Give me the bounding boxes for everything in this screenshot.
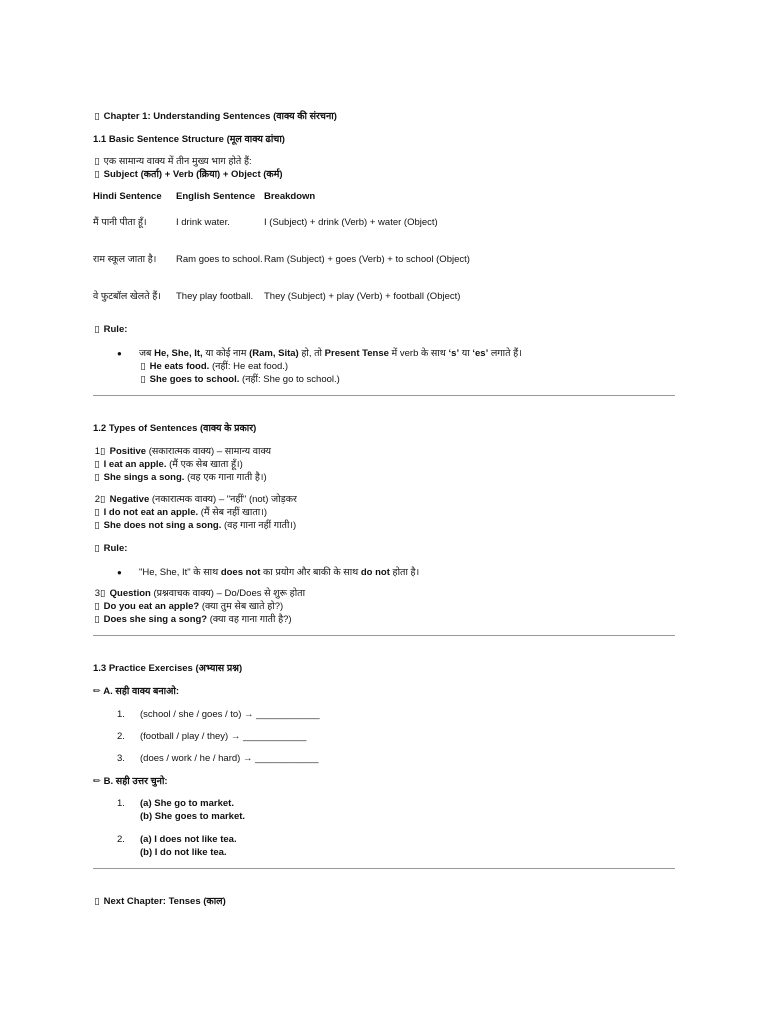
divider (93, 395, 675, 396)
cell-hindi: मैं पानी पीता हूँ। (93, 217, 147, 228)
rule-example: ▯ He eats food. (नहीं: He eat food.) (140, 361, 289, 372)
cell-english: They play football. (176, 291, 254, 302)
arrow-right-icon: ▯ (94, 472, 100, 483)
header-hindi: Hindi Sentence (93, 191, 162, 202)
section-1-3-title: 1.3 Practice Exercises (अभ्यास प्रश्न) (93, 663, 243, 674)
pin-icon: ▯ (94, 156, 100, 167)
choice-b: (b) I do not like tea. (140, 847, 227, 858)
divider (93, 868, 675, 869)
check-icon: ▯ (140, 361, 146, 372)
positive-example: ▯ I eat an apple. (मैं एक सेब खाता हूँ।) (94, 459, 243, 470)
formula-subject: Subject (कर्ता) (103, 169, 163, 180)
check-icon: ▯ (94, 169, 100, 180)
choice-a: (a) She go to market. (140, 798, 234, 809)
part-a-label: ✏ A. सही वाक्य बनाओ: (93, 686, 180, 697)
sentence-formula: ▯ Subject (कर्ता) + Verb (क्रिया) + Object (कर्म) (94, 169, 283, 180)
negative-heading: 2▯ Negative (नकारात्मक वाक्य) – "नहीं" (not) जोड़कर (94, 494, 297, 505)
cell-breakdown: I (Subject) + drink (Verb) + water (Object) (264, 217, 438, 228)
check-icon: ▯ (140, 374, 146, 385)
book-icon: ▯ (94, 111, 100, 122)
section-1-2-title: 1.2 Types of Sentences (वाक्य के प्रकार) (93, 423, 257, 434)
arrow-right-icon: ▯ (94, 520, 100, 531)
divider (93, 635, 675, 636)
pencil-icon: ✏ (93, 686, 101, 697)
cell-breakdown: Ram (Subject) + goes (Verb) + to school (Object) (264, 254, 470, 265)
number-two-icon: 2▯ (94, 494, 106, 505)
formula-object: Object (कर्म) (231, 169, 283, 180)
rule-label: ▯ Rule: (94, 324, 128, 335)
positive-example: ▯ She sings a song. (वह एक गाना गाती है।) (94, 472, 267, 483)
question-example: ▯ Do you eat an apple? (क्या तुम सेब खाते हो?) (94, 601, 284, 612)
number-three-icon: 3▯ (94, 588, 106, 599)
choice-b: (b) She goes to market. (140, 811, 246, 822)
table-row (93, 278, 564, 315)
bullet-dot: ● (117, 568, 122, 577)
exercise-item: (football / play / they) → ____________ (140, 731, 307, 742)
exercise-item: (school / she / goes / to) → ____________ (140, 709, 320, 720)
rule-text: जब He, She, It, या कोई नाम (Ram, Sita) हो, तो Present Tense में verb के साथ ‘s’ या ‘es’ लगाते हैं। (139, 348, 522, 359)
arrow-right-icon: ▯ (94, 896, 100, 907)
positive-heading: 1▯ Positive (सकारात्मक वाक्य) – सामान्य वाक्य (94, 446, 272, 457)
chapter-title: ▯ Chapter 1: Understanding Sentences (वाक्य की संरचना) (94, 111, 337, 122)
question-heading: 3▯ Question (प्रश्नवाचक वाक्य) – Do/Does से शुरू होता (94, 588, 306, 599)
table-header-row (93, 190, 564, 204)
list-number: 2. (117, 731, 125, 742)
cell-english: Ram goes to school. (176, 254, 263, 265)
cell-hindi: वे फुटबॉल खेलते हैं। (93, 291, 161, 302)
part-b-label: ✏ B. सही उत्तर चुनो: (93, 776, 168, 787)
cell-breakdown: They (Subject) + play (Verb) + football (Object) (264, 291, 461, 302)
negative-example: ▯ I do not eat an apple. (मैं सेब नहीं खाता।) (94, 507, 268, 518)
arrow-right-icon: ▯ (94, 601, 100, 612)
question-example: ▯ Does she sing a song? (क्या वह गाना गाती है?) (94, 614, 292, 625)
list-number: 3. (117, 753, 125, 764)
negative-example: ▯ She does not sing a song. (वह गाना नहीं गाती।) (94, 520, 297, 531)
rule-example: ▯ She goes to school. (नहीं: She go to school.) (140, 374, 340, 385)
pin-icon: ▯ (94, 543, 100, 554)
list-number: 1. (117, 798, 125, 809)
arrow-right-icon: ▯ (94, 614, 100, 625)
next-chapter: ▯ Next Chapter: Tenses (काल) (94, 896, 226, 907)
arrow-right-icon: ▯ (94, 507, 100, 518)
table-row (93, 241, 564, 278)
sentence-table (93, 190, 564, 315)
choice-a: (a) I does not like tea. (140, 834, 237, 845)
list-number: 2. (117, 834, 125, 845)
header-english: English Sentence (176, 191, 256, 202)
header-breakdown: Breakdown (264, 191, 316, 202)
cell-english: I drink water. (176, 217, 230, 228)
section-1-1-intro: ▯ एक सामान्य वाक्य में तीन मुख्य भाग होते हैं: (94, 156, 252, 167)
cell-hindi: राम स्कूल जाता है। (93, 254, 157, 265)
list-number: 1. (117, 709, 125, 720)
arrow-right-icon: ▯ (94, 459, 100, 470)
rule-label: ▯ Rule: (94, 543, 128, 554)
pencil-icon: ✏ (93, 776, 101, 787)
section-1-1-title: 1.1 Basic Sentence Structure (मूल वाक्य ढांचा) (93, 134, 285, 145)
table-row (93, 204, 564, 241)
bullet-dot: ● (117, 349, 122, 358)
number-one-icon: 1▯ (94, 446, 106, 457)
exercise-item: (does / work / he / hard) → ____________ (140, 753, 319, 764)
pin-icon: ▯ (94, 324, 100, 335)
rule-text: "He, She, It" के साथ does not का प्रयोग और बाकी के साथ do not होता है। (139, 567, 420, 578)
formula-verb: Verb (क्रिया) (172, 169, 221, 180)
